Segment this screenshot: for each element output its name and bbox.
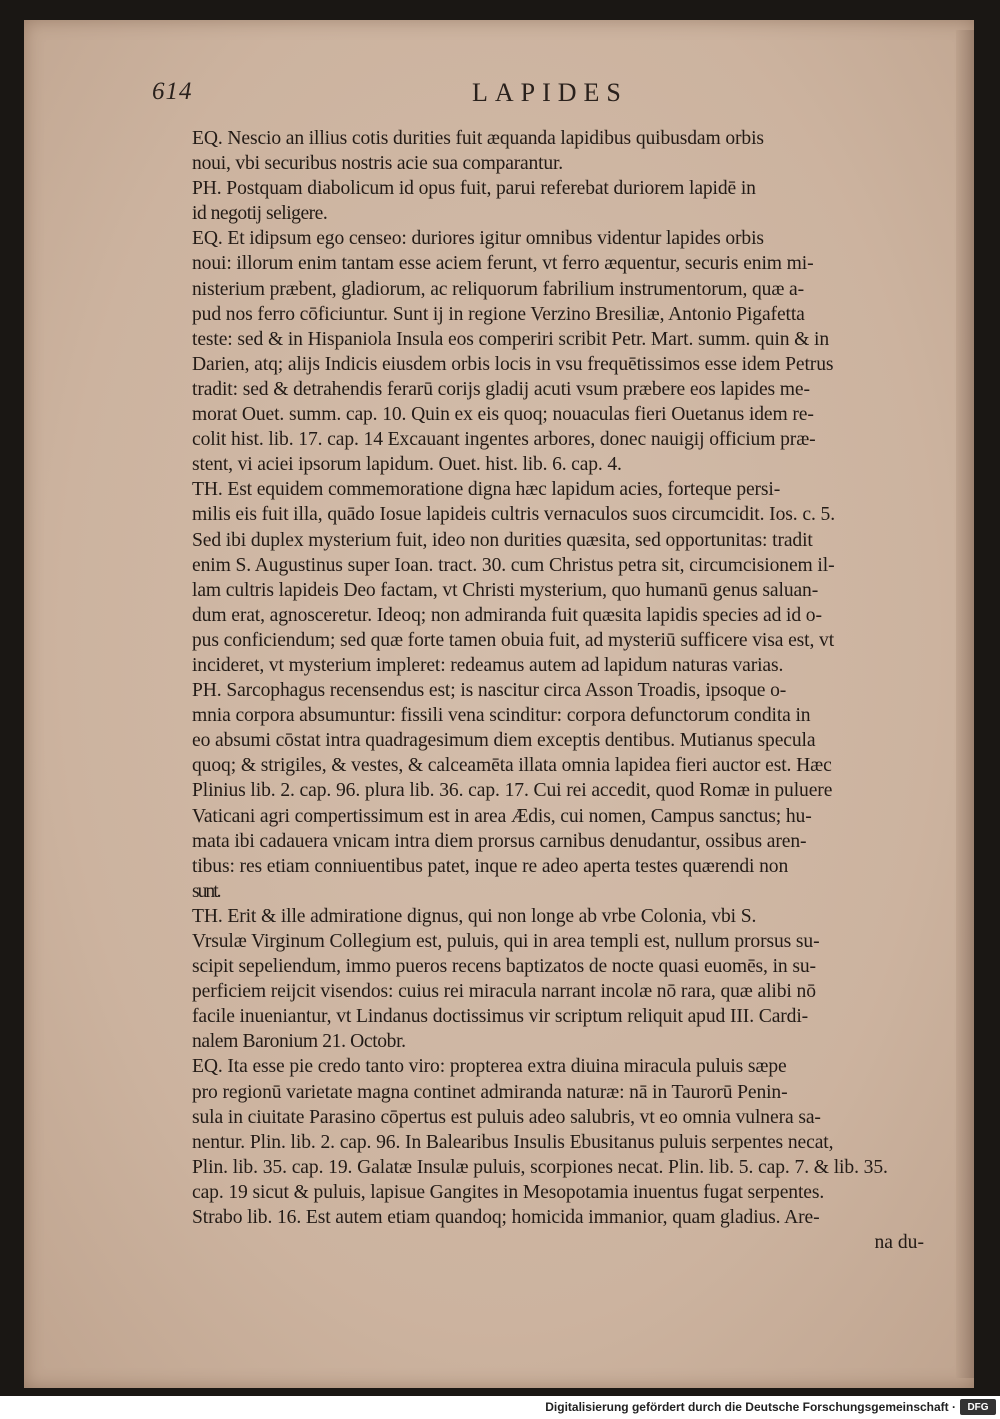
page-edge bbox=[956, 30, 974, 1378]
text-line: pus conficiendum; sed quæ forte tamen obuia fuit, ad mysteriū sufficere visa est, vt bbox=[192, 629, 835, 651]
page-number: 614 bbox=[152, 78, 193, 105]
text-line: eo absumi cōstat intra quadragesimum diem exceptis dentibus. Mutianus specula bbox=[192, 730, 816, 752]
text-line: TH. Erit & ille admiratione dignus, qui non longe ab vrbe Colonia, vbi S. bbox=[192, 905, 757, 927]
text-line: Plin. lib. 35. cap. 19. Galatæ Insulæ puluis, scorpiones necat. Plin. lib. 5. cap. 7. & lib. 35. bbox=[192, 1156, 888, 1178]
running-head bbox=[152, 78, 932, 114]
text-line: PH. Sarcophagus recensendus est; is nascitur circa Asson Troadis, ipsoque o- bbox=[192, 680, 787, 702]
text-line: nisterium præbent, gladiorum, ac reliquorum fabrilium instrumentorum, quæ a- bbox=[192, 278, 804, 300]
text-line: mnia corpora absumuntur: fissili vena scinditur: corpora defunctorum condita in bbox=[192, 705, 811, 727]
text-line: noui, vbi securibus nostris acie sua comparantur. bbox=[192, 153, 563, 175]
text-line: noui: illorum enim tantam esse aciem ferunt, vt ferro æquentur, securis enim mi- bbox=[192, 253, 814, 275]
text-line: EQ. Nescio an illius cotis durities fuit æquanda lapidibus quibusdam orbis bbox=[192, 128, 764, 149]
text-line: perficiem reijcit visendos: cuius rei miracula narrant incolæ nō rara, quæ alibi nō bbox=[192, 981, 816, 1003]
text-line: EQ. Et idipsum ego censeo: duriores igitur omnibus videntur lapides orbis bbox=[192, 228, 764, 250]
text-line: Darien, atq; alijs Indicis eiusdem orbis locis in vsu frequētissimos esse idem Petrus bbox=[192, 353, 834, 375]
text-line: Strabo lib. 16. Est autem etiam quandoq; homicida immanior, quam gladius. Are- bbox=[192, 1207, 820, 1229]
text-line: scipit sepeliendum, immo pueros recens baptizatos de nocte quasi euomēs, in su- bbox=[192, 956, 816, 978]
text-line: mata ibi cadauera vnicam intra diem prorsus carnibus denudantur, ossibus aren- bbox=[192, 830, 807, 852]
running-head-title: LAPIDES bbox=[472, 78, 628, 107]
text-line: facile inueniantur, vt Lindanus doctissimus vir scriptum reliquit apud III. Cardi- bbox=[192, 1006, 809, 1028]
funding-note: Digitalisierung gefördert durch die Deutsche Forschungsgemeinschaft · bbox=[545, 1400, 956, 1414]
text-line: Vaticani agri compertissimum est in area Ædis, cui nomen, Campus sanctus; hu- bbox=[192, 805, 812, 827]
text-line: milis eis fuit illa, quādo Iosue lapideis cultris vernaculos suos circumcidit. Ios. c. 5. bbox=[192, 504, 835, 526]
text-line: pud nos ferro cōficiuntur. Sunt ij in regione Verzino Bresiliæ, Antonio Pigafetta bbox=[192, 303, 805, 325]
text-line: tradit: sed & detrahendis ferarū corijs gladij acuti vsum præbere eos lapides me- bbox=[192, 378, 810, 400]
text-line: enim S. Augustinus super Ioan. tract. 30. cum Christus petra sit, circumcisionem il- bbox=[192, 554, 835, 576]
text-line: na du- bbox=[874, 1232, 924, 1254]
text-line: Plinius lib. 2. cap. 96. plura lib. 36. cap. 17. Cui rei accedit, quod Romæ in puluere bbox=[192, 780, 833, 802]
text-line: nentur. Plin. lib. 2. cap. 96. In Balearibus Insulis Ebusitanus puluis serpentes necat, bbox=[192, 1131, 834, 1153]
text-line: Vrsulæ Virginum Collegium est, puluis, qui in area templi est, nullum prorsus su- bbox=[192, 931, 820, 952]
dfg-logo: DFG bbox=[960, 1399, 996, 1415]
text-line: morat Ouet. summ. cap. 10. Quin ex eis quoq; nouaculas fieri Ouetanus idem re- bbox=[192, 404, 814, 426]
text-line: TH. Est equidem commemoratione digna hæc lapidum acies, forteque persi- bbox=[192, 479, 781, 501]
text-line: sula in ciuitate Parasino cōpertus est puluis adeo salubris, vt eo omnia vulnera sa- bbox=[192, 1106, 821, 1128]
text-block bbox=[192, 126, 932, 1255]
text-line: dum erat, agnosceretur. Ideoq; non admiranda fuit quæsita lapidis species ad id o- bbox=[192, 604, 822, 626]
text-line: tibus: res etiam conniuentibus patet, inque re adeo aperta testes quærendi non bbox=[192, 855, 789, 877]
text-line: stent, vi aciei ipsorum lapidum. Ouet. hist. lib. 6. cap. 4. bbox=[192, 454, 622, 476]
text-line: Sed ibi duplex mysterium fuit, ideo non durities quæsita, sed opportunitas: tradit bbox=[192, 529, 813, 551]
text-line: sunt. bbox=[192, 880, 220, 902]
text-line: colit hist. lib. 17. cap. 14 Excauant ingentes arbores, donec nauigij officium præ- bbox=[192, 429, 816, 451]
text-line: lam cultris lapideis Deo factam, vt Christi mysterium, quo humanū genus saluan- bbox=[192, 579, 819, 601]
text-line: quoq; & strigiles, & vestes, & calceamēta illata omnia lapidea fieri auctor est. Hæc bbox=[192, 755, 832, 777]
text-line: pro regionū varietate magna continet admiranda naturæ: nā in Taurorū Penin- bbox=[192, 1081, 788, 1103]
text-line: cap. 19 sicut & puluis, lapisue Gangites in Mesopotamia inuentus fugat serpentes. bbox=[192, 1181, 825, 1203]
text-line: PH. Postquam diabolicum id opus fuit, parui referebat duriorem lapidē in bbox=[192, 178, 756, 200]
footer-bar bbox=[0, 1396, 1000, 1419]
text-line: teste: sed & in Hispaniola Insula eos comperiri scribit Petr. Mart. summ. quin & in bbox=[192, 328, 830, 350]
text-line: id negotij seligere. bbox=[192, 203, 328, 225]
text-line: nalem Baronium 21. Octobr. bbox=[192, 1031, 406, 1053]
text-line: EQ. Ita esse pie credo tanto viro: propterea extra diuina miracula puluis sæpe bbox=[192, 1056, 787, 1078]
text-line: incideret, vt mysterium impleret: redeamus autem ad lapidum naturas varias. bbox=[192, 654, 784, 676]
